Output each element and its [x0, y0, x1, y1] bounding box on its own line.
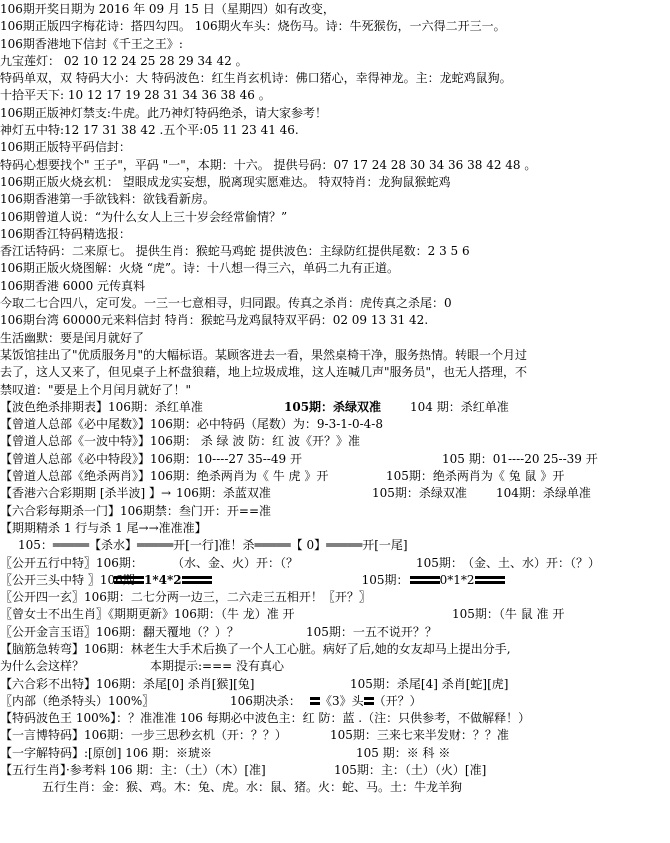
row-bose: 【波色绝杀排期表】106期：杀红单准 105期：杀绿双准 104 期：杀红单准 [0, 399, 509, 414]
text-line: 106期香江特码精选报： [0, 226, 131, 241]
document-page [0, 1, 666, 797]
text-line: 106期正版特平码信封： [0, 140, 131, 155]
text-line: 去了，这人又来了，但见桌子上杯盘狼藉，地上垃圾成堆，这人连喊几声"服务员"，也无人搭理，不 [0, 365, 528, 380]
row-siyixuan: 〖公开四一玄〗106期：二七分两一边三，二六走三五相开！〖开？〗 [0, 590, 371, 605]
text-line: 生活幽默：要是闰月就好了 [0, 330, 145, 345]
row-yiyan: 【一言博特码】106期：一步三思秒玄机（开：？？） 105期：三来七来半发财：？？准 [0, 728, 509, 743]
text-line: 106期正版火烧玄机： 望眼成龙实妄想，脱离现实愿难达。 特双特肖：龙狗鼠猴蛇鸡 [0, 174, 451, 189]
row-jinyan: 〖公开金言玉语〗106期：翻天覆地（？）？ 105期：一五不说开？？ [0, 624, 437, 639]
text-line: 禁叹道："要是上个月闰月就好了！" [0, 382, 192, 397]
text-line: 106期正版四字梅花诗：搭四勾四。 106期火车头：烧伤马。诗：牛死猴伤，一六得二开三一。 [0, 19, 506, 34]
text-line: 九宝莲灯： 02 10 12 24 25 28 29 34 42 。 [0, 53, 248, 68]
row-banbo: 【香港六合彩期期 [杀半波] 】→ 106期：杀蓝双准 105期：杀绿双准 104期：杀绿单准 [0, 486, 591, 501]
bar-mark [310, 697, 320, 705]
bar-mark [410, 576, 440, 584]
row-naojin: 【脑筋急转弯】106期：林老生大手术后换了一个人工心脏。病好了后,她的女友却马上提出分手, [0, 641, 511, 656]
row-liangxiao: 【曾道人总部《绝杀两肖》】106期：绝杀两肖为《 牛 虎 》开 105期：绝杀两肖为《 兔 鼠 》开 [0, 469, 565, 484]
row-buchute: 【六合彩不出特】106期：杀尾[0] 杀肖[猴][兔] 105期：杀尾[4] 杀肖[蛇][虎] [0, 676, 509, 691]
text-line: 106期曾道人说：“为什么女人上三十岁会经常偷情？” [0, 209, 288, 224]
text-line: 106期香港第一手欲钱料：欲钱看新房。 [0, 192, 215, 207]
row-santou: 〖公开三头中特 〗106期：1*4*2 105期： 0*1*2 [0, 572, 666, 589]
row-wuxing-shengxiao: 【五行生肖】·参考料 106 期：主：（土）（木）[准] 105期：主：（土）（火）[准] [0, 763, 487, 778]
bar-mark [364, 697, 374, 705]
text-line: 106期台湾 60000元来料信封 特肖：猴蛇马龙鸡鼠特双平码：02 09 13 31 42. [0, 313, 429, 328]
text-line: 106期正版神灯禁支:牛虎。此乃神灯特码绝杀，请大家参考！ [0, 105, 327, 120]
row-wuxing-list: 五行生肖：金：猴、鸡。木：兔、虎。水：鼠、猪。火：蛇、马。土：牛龙羊狗 [42, 780, 463, 795]
text-line: 106期开奖日期为 2016 年 09 月 15 日（星期四）如有改变， [0, 2, 335, 16]
text-line: 香江话特码：二来原七。 提供生肖：猴蛇马鸡蛇 提供波色：主绿防红提供尾数：2 3 5 6 [0, 244, 470, 259]
bar-mark [182, 576, 212, 584]
bar-mark [475, 576, 505, 584]
text-line: 神灯五中特:12 17 31 38 42 .五个平:05 11 23 41 46. [0, 123, 299, 138]
row-naojin-2: 为什么会这样？ 本期提示:=== 没有真心 [0, 659, 285, 674]
row-nvshi: 〖曾女士不出生肖〗《期期更新》106期：（牛 龙）准 开 105期：（牛 鼠 准 开 [0, 607, 565, 622]
row-neibu: 〖内部（绝杀特头）100%〗 106期决杀： 《3》头 （开？） [0, 693, 422, 708]
row-yibo: 【曾道人总部《一波中特》】106期： 杀 绿 波 防：红 波《开？》准 [0, 434, 360, 449]
row-shamen: 【六合彩每期杀一门】106期禁：叁门开：开==准 [0, 503, 272, 518]
text-line: 106期香港地下信封《千王之王》: [0, 36, 183, 51]
row-boseking: 【特码波色王 100%】：？准准准 106 每期必中波色主：红 防：蓝 .（注：只供参考，不做解释！） [0, 711, 531, 726]
row-jingsha: 【期期精杀 1 行与杀 1 尾→→准准准】 [0, 520, 207, 535]
text-line: 今取二七合四八，定可发。一三一七意相寻，归同跟。传真之杀肖：虎传真之杀尾：0 [0, 296, 452, 311]
row-105-sha: 105：═════【杀水】═════开[一行]准！杀═════【 0】═════开[一尾] [18, 538, 408, 553]
text-line: 106期正版火烧图解：火烧 “虎”。诗：十八想一得三六，单码二九有正道。 [0, 261, 399, 276]
text-line: 特码心想要找个" 王子"，平码 "一"，本期：十六。 提供号码：07 17 24 28 30 34 36 38 42 48 。 [0, 157, 537, 172]
row-yizi: 【一字解特码】:[原创] 106 期：※琥※ 105 期：※ 科 ※ [0, 745, 451, 760]
text-line: 106期香港 6000 元传真料 [0, 278, 146, 293]
bar-mark [114, 576, 144, 584]
text-line: 某饭馆挂出了"优质服务月"的大幅标语。某顾客进去一看，果然桌椅干净，服务热情。转眼一个月过 [0, 347, 528, 362]
text-line: 特码单双，双 特码大小：大 特码波色：红生肖玄机诗：佛口猪心，幸得神龙。主：龙蛇鸡鼠狗。 [0, 71, 512, 86]
row-wuxing: 〖公开五行中特〗106期： （水、金、火）开：（？ 105期：（金、土、水）开：（？） [0, 555, 601, 570]
text-line: 十拾平天下: 10 12 17 19 28 31 34 36 38 46 。 [0, 88, 271, 103]
row-weishu: 【曾道人总部《必中尾数》】106期：必中特码（尾数）为：9-3-1-0-4-8 [0, 417, 383, 432]
row-teduan: 【曾道人总部《必中特段》】106期：10----27 35--49 开 105 期：01----20 25--39 开 [0, 451, 598, 466]
